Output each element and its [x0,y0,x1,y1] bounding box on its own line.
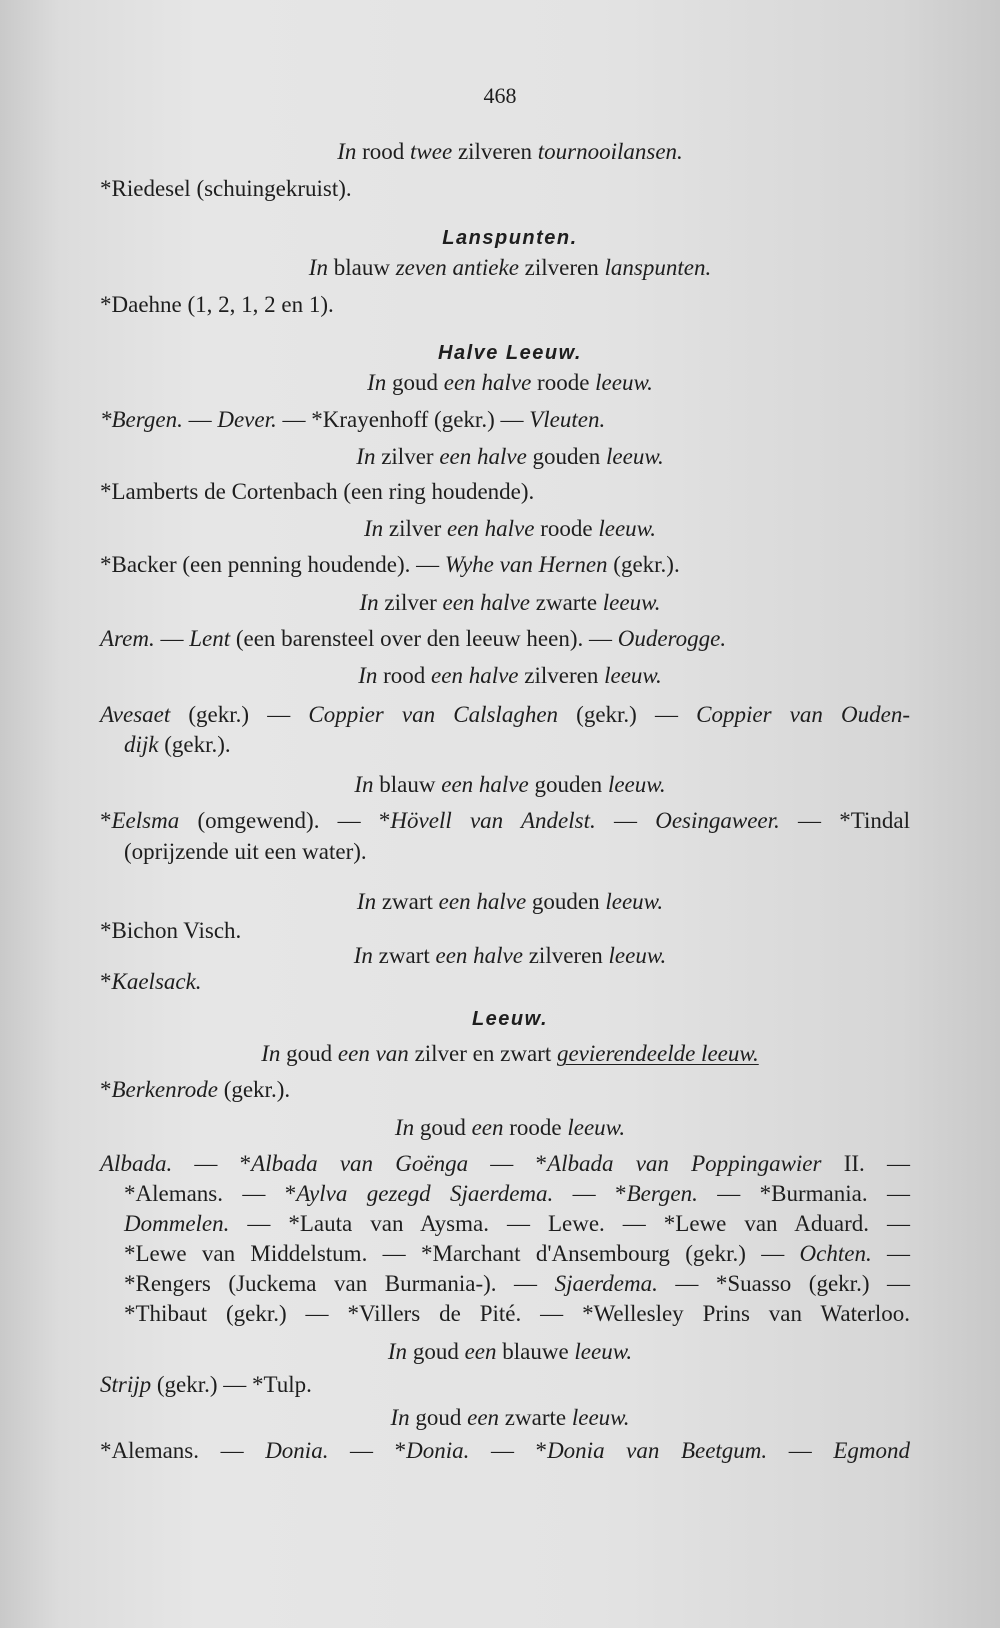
page-number: 468 [483,83,517,108]
family-line: *Bichon Visch. [100,918,242,943]
section-heading-halve-leeuw: Halve Leeuw. [438,342,582,364]
blazon: In goud een zwarte leeuw. [390,1405,630,1430]
family-line-continuation: *Thibaut (gekr.) — *Villers de Pité. — *Wellesley Prins van Waterloo. [124,1301,910,1326]
blazon: In blauw een halve gouden leeuw. [354,772,666,797]
blazon: In rood een halve zilveren leeuw. [358,663,662,688]
blazon: In goud een halve roode leeuw. [367,370,653,395]
blazon: In zwart een halve gouden leeuw. [356,889,664,914]
family-line-continuation: (oprijzende uit een water). [124,839,367,864]
family-line: *Riedesel (schuingekruist). [100,176,352,201]
blazon: In goud een roode leeuw. [394,1115,626,1140]
blazon: In zilver een halve zwarte leeuw. [359,590,661,615]
family-line: *Eelsma (omgewend). — *Hövell van Andelst. — Oesingaweer. — *Tindal [100,808,910,833]
blazon-tournooilansen: In rood twee zilveren tournooilansen. [337,139,683,164]
family-line: Albada. — *Albada van Goënga — *Albada van Poppingawier II. — [100,1151,910,1176]
family-line-continuation: *Rengers (Juckema van Burmania-). — Sjaerdema. — *Suasso (gekr.) — [124,1271,910,1296]
blazon: In zilver een halve roode leeuw. [363,516,657,541]
blazon-lanspunten: In blauw zeven antieke zilveren lanspunten. [308,255,712,280]
family-line: Avesaet (gekr.) — Coppier van Calslaghen (gekr.) — Coppier van Ouden- [100,702,911,727]
family-line: *Berkenrode (gekr.). [100,1077,291,1102]
family-line-continuation: *Alemans. — *Aylva gezegd Sjaerdema. — *Bergen. — *Burmania. — [124,1181,910,1206]
section-heading-lanspunten: Lanspunten. [442,227,578,249]
blazon: In zilver een halve gouden leeuw. [356,444,664,469]
family-line-continuation: Dommelen. — *Lauta van Aysma. — Lewe. — *Lewe van Aduard. — [124,1211,910,1236]
blazon: In goud een van zilver en zwart gevierendeelde leeuw. [261,1041,759,1066]
family-line: *Lamberts de Cortenbach (een ring houdende). [100,479,535,504]
family-line-continuation: *Lewe van Middelstum. — *Marchant d'Ansembourg (gekr.) — Ochten. — [124,1241,911,1266]
family-line: *Kaelsack. [100,969,202,994]
family-line: Strijp (gekr.) — *Tulp. [100,1372,312,1397]
section-heading-leeuw: Leeuw. [471,1008,549,1030]
family-line-continuation: dijk (gekr.). [124,732,231,757]
blazon: In goud een blauwe leeuw. [387,1339,633,1364]
family-line: *Daehne (1, 2, 1, 2 en 1). [100,292,334,317]
family-line: *Backer (een penning houdende). — Wyhe van Hernen (gekr.). [100,552,680,577]
family-line: Arem. — Lent (een barensteel over den leeuw heen). — Ouderogge. [100,626,727,651]
family-line: *Alemans. — Donia. — *Donia. — *Donia van Beetgum. — Egmond [100,1438,911,1463]
family-line: *Bergen. — Dever. — *Krayenhoff (gekr.) — Vleuten. [100,407,606,432]
blazon: In zwart een halve zilveren leeuw. [353,943,667,968]
